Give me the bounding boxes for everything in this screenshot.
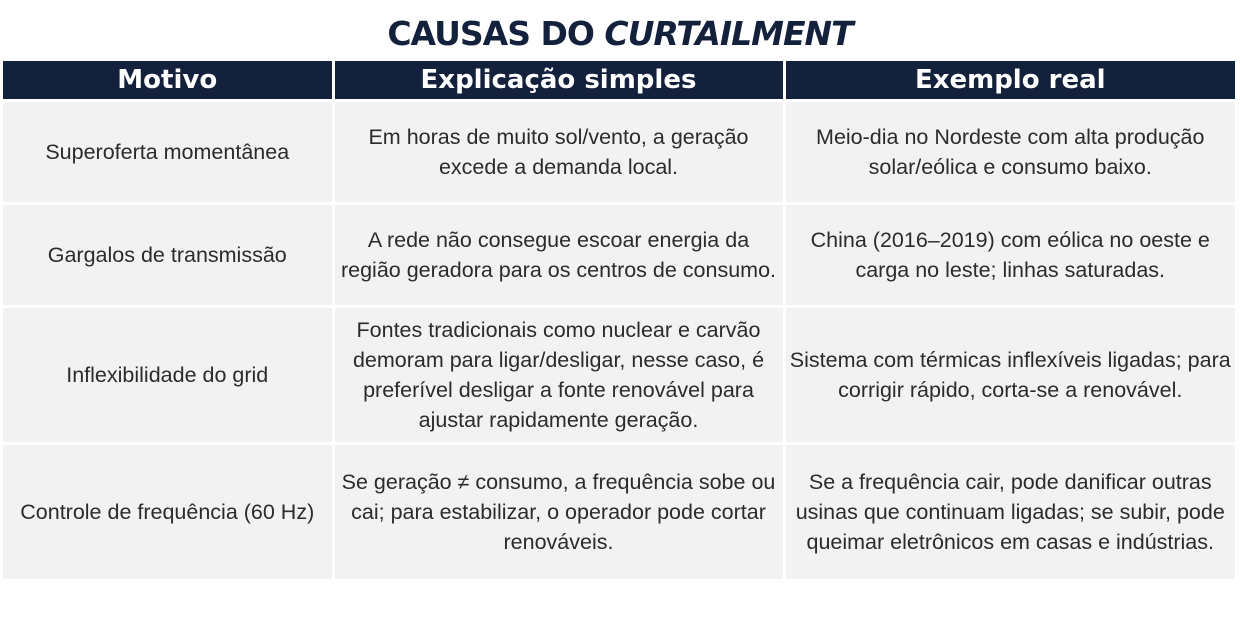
causes-table xyxy=(3,61,1235,579)
cell-explicacao: Em horas de muito sol/vento, a geração excede a demanda local. xyxy=(333,101,784,204)
table-row xyxy=(3,444,1235,580)
cell-exemplo: Se a frequência cair, pode danificar outras usinas que continuam ligadas; se subir, pode queimar eletrônicos em casas e indústrias. xyxy=(784,444,1235,580)
cell-exemplo: China (2016–2019) com eólica no oeste e carga no leste; linhas saturadas. xyxy=(784,204,1235,307)
column-header-motivo: Motivo xyxy=(3,61,333,101)
cell-motivo: Inflexibilidade do grid xyxy=(3,307,333,444)
title-prefix: CAUSAS DO xyxy=(387,14,605,53)
table-header-row xyxy=(3,61,1235,101)
cell-explicacao: A rede não consegue escoar energia da região geradora para os centros de consumo. xyxy=(333,204,784,307)
cell-exemplo: Sistema com térmicas inflexíveis ligadas; para corrigir rápido, corta-se a renovável. xyxy=(784,307,1235,444)
table-row xyxy=(3,101,1235,204)
cell-explicacao: Se geração ≠ consumo, a frequência sobe ou cai; para estabilizar, o operador pode cortar renováveis. xyxy=(333,444,784,580)
table-row xyxy=(3,307,1235,444)
title-emphasis: CURTAILMENT xyxy=(604,14,853,53)
cell-explicacao: Fontes tradicionais como nuclear e carvão demoram para ligar/desligar, nesse caso, é preferível desligar a fonte renovável para ajustar rapidamente geração. xyxy=(333,307,784,444)
page-title xyxy=(0,12,1240,56)
cell-motivo: Superoferta momentânea xyxy=(3,101,333,204)
column-header-explicacao: Explicação simples xyxy=(333,61,784,101)
column-header-exemplo: Exemplo real xyxy=(784,61,1235,101)
cell-motivo: Gargalos de transmissão xyxy=(3,204,333,307)
cell-motivo: Controle de frequência (60 Hz) xyxy=(3,444,333,580)
cell-exemplo: Meio-dia no Nordeste com alta produção solar/eólica e consumo baixo. xyxy=(784,101,1235,204)
table-row xyxy=(3,204,1235,307)
